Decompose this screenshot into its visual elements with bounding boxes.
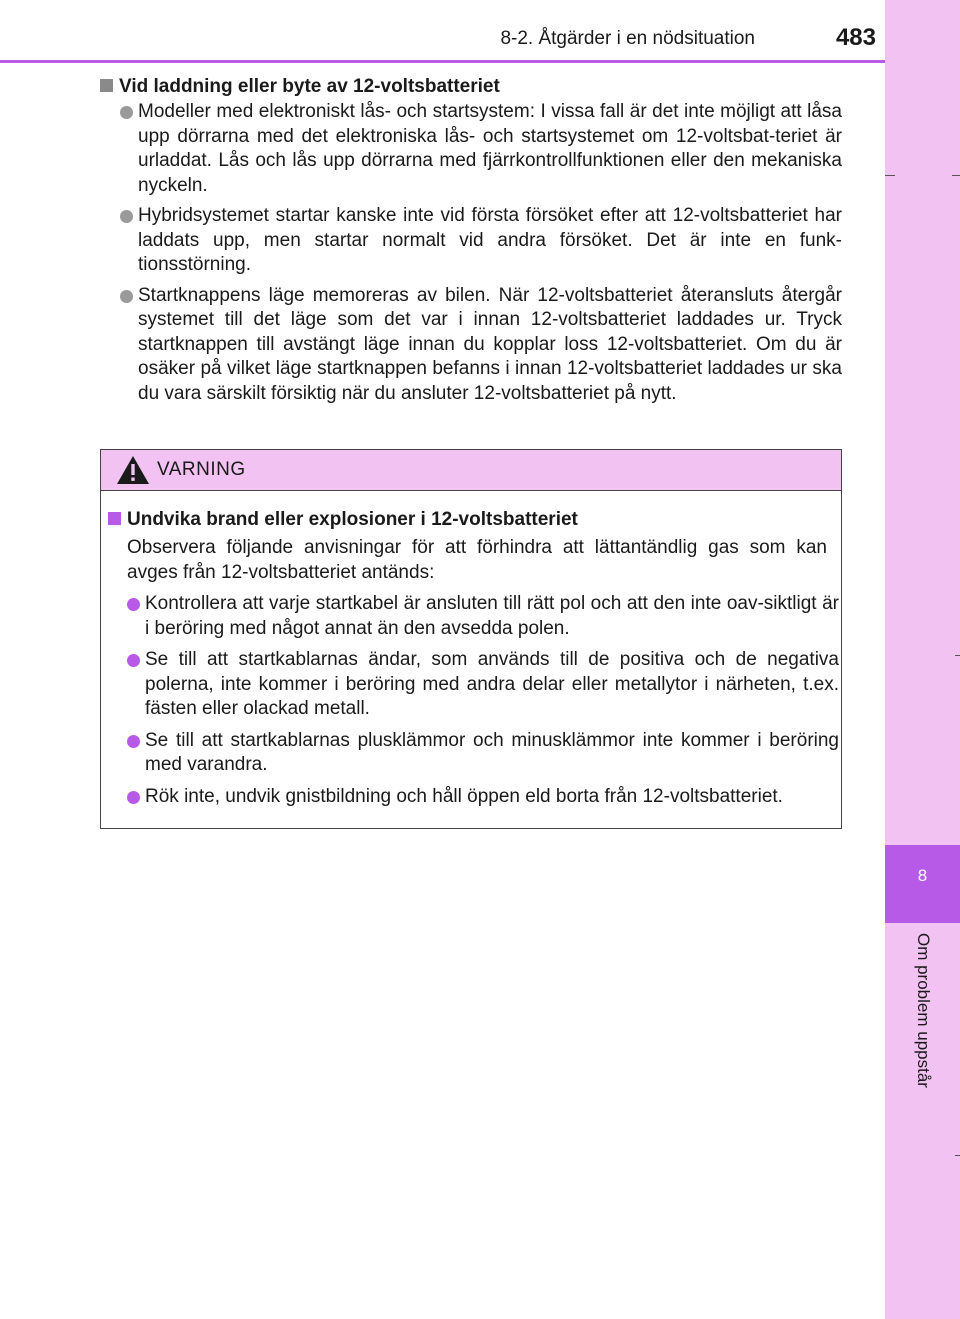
bullet-dot-icon bbox=[120, 210, 133, 223]
bullet-dot-icon bbox=[120, 290, 133, 303]
list-item bbox=[127, 648, 839, 722]
list-item-text: Se till att startkablarnas plusklämmor och minusklämmor inte kommer i beröring med varandra. bbox=[145, 729, 839, 775]
list-item bbox=[127, 785, 839, 810]
warning-heading bbox=[108, 508, 828, 532]
square-bullet-icon bbox=[108, 512, 121, 525]
bullet-dot-icon bbox=[127, 598, 140, 611]
bullet-dot-icon bbox=[127, 654, 140, 667]
warning-bullet-list bbox=[127, 592, 839, 816]
list-item-text: Modeller med elektroniskt lås- och startsystem: I vissa fall är det inte möjligt att låsa upp dörrarna med det elektroniska lås- och startsystemet om 12-voltsbat-teriet är urladdat. Lås och lås upp dörrarna med fjärrkontrollfunktionen eller den mekaniska nyckeln. bbox=[138, 101, 842, 196]
crop-mark bbox=[952, 175, 960, 176]
list-item bbox=[127, 729, 839, 778]
warning-triangle-icon bbox=[115, 454, 151, 486]
square-bullet-icon bbox=[100, 79, 113, 92]
crop-mark bbox=[885, 175, 895, 176]
section-bullet-list bbox=[120, 100, 842, 412]
crop-mark bbox=[955, 1155, 960, 1156]
warning-title: VARNING bbox=[157, 459, 246, 480]
header-rule bbox=[0, 60, 885, 63]
warning-box bbox=[100, 449, 842, 829]
list-item bbox=[120, 100, 842, 198]
page-number: 483 bbox=[835, 24, 876, 51]
crop-mark bbox=[955, 655, 960, 656]
section-heading-text: Vid laddning eller byte av 12-voltsbatteriet bbox=[119, 76, 500, 97]
chapter-label-text: Om problem uppstår bbox=[914, 933, 933, 1088]
warning-header bbox=[101, 450, 841, 491]
list-item-text: Startknappens läge memoreras av bilen. När 12-voltsbatteriet återansluts återgår systemet till det läge som det var i innan 12-voltsbatteriet laddades ur. Tryck startknappen till avstängt läge innan du kopplar loss 12-voltsbatteriet. Om du är osäker på vilket läge startknappen befanns i innan 12-voltsbatteriet laddades ur ska du vara särskilt försiktig när du ansluter 12-voltsbatteriet på nytt. bbox=[138, 284, 842, 404]
list-item-text: Hybridsystemet startar kanske inte vid första försöket efter att 12-voltsbatteriet har laddats upp, men startar normalt vid andra försöket. Det är inte en funk-tionsstörning. bbox=[138, 205, 842, 275]
list-item bbox=[120, 284, 842, 407]
bullet-dot-icon bbox=[127, 735, 140, 748]
list-item bbox=[120, 204, 842, 278]
warning-heading-text: Undvika brand eller explosioner i 12-voltsbatteriet bbox=[127, 509, 578, 530]
bullet-dot-icon bbox=[120, 106, 133, 119]
chapter-label bbox=[885, 925, 960, 1125]
list-item bbox=[127, 592, 839, 641]
list-item-text: Se till att startkablarnas ändar, som används till de positiva och de negativa polerna, inte kommer i beröring med andra delar eller metallytor i närheten, t.ex. fästen eller olackad metall. bbox=[145, 649, 839, 719]
bullet-dot-icon bbox=[127, 791, 140, 804]
list-item-text: Kontrollera att varje startkabel är ansluten till rätt pol och att den inte oav-siktligt är i beröring med något annat än den avsedda polen. bbox=[145, 593, 839, 639]
section-heading bbox=[100, 75, 840, 99]
chapter-number: 8 bbox=[917, 866, 928, 885]
warning-intro: Observera följande anvisningar för att förhindra att lättantändlig gas som kan avges från 12-voltsbatteriet antänds: bbox=[127, 537, 827, 583]
running-header: 8-2. Åtgärder i en nödsituation bbox=[500, 28, 755, 49]
list-item-text: Rök inte, undvik gnistbildning och håll öppen eld borta från 12-voltsbatteriet. bbox=[145, 785, 783, 807]
